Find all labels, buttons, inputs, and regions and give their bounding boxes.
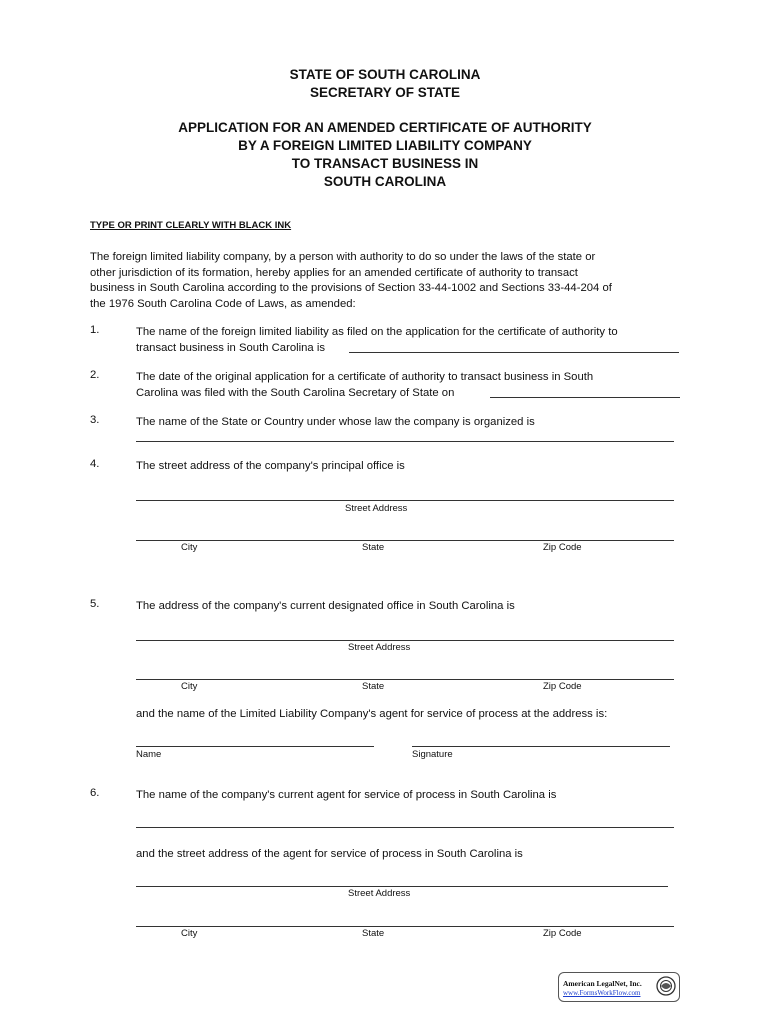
form-title-line-4: SOUTH CAROLINA	[323, 174, 447, 189]
jurisdiction-field[interactable]	[136, 441, 674, 442]
item-3-text: The name of the State or Country under whose law the company is organized is	[136, 416, 535, 428]
street-address-label: Street Address	[345, 503, 408, 514]
intro-line: other jurisdiction of its formation, hereby applies for an amended certificate of authority to transact	[90, 266, 578, 279]
state-label: State	[362, 928, 385, 939]
agent-street-field[interactable]	[136, 886, 668, 887]
street-address-label: Street Address	[348, 642, 411, 653]
llc-name-field[interactable]	[349, 352, 679, 353]
publisher-logo	[558, 972, 680, 1002]
agent-city-state-zip-field[interactable]	[136, 926, 674, 927]
seal-icon	[656, 976, 676, 996]
office-heading: SECRETARY OF STATE	[309, 85, 460, 100]
intro-line: business in South Carolina according to the provisions of Section 33-44-1002 and Sections 33-44-204 of	[90, 282, 612, 294]
item-4-number: 4.	[90, 458, 100, 470]
item-6-text: The name of the company's current agent for service of process in South Carolina is	[136, 789, 557, 801]
state-heading: STATE OF SOUTH CAROLINA	[289, 67, 481, 82]
designated-office-city-state-zip-field[interactable]	[136, 679, 674, 680]
agent-signature-field[interactable]	[412, 746, 670, 747]
city-label: City	[181, 681, 198, 692]
zip-code-label: Zip Code	[543, 542, 582, 553]
item-4-text: The street address of the company's principal office is	[136, 460, 405, 472]
item-1-text-2: transact business in South Carolina is	[136, 342, 326, 354]
item-3-number: 3.	[90, 414, 100, 426]
intro-paragraph	[90, 250, 680, 312]
city-label: City	[181, 542, 198, 553]
designated-office-street-field[interactable]	[136, 640, 674, 641]
item-5-number: 5.	[90, 598, 100, 610]
signature-label: Signature	[412, 749, 453, 760]
original-filing-date-field[interactable]	[490, 397, 680, 398]
principal-street-field[interactable]	[136, 500, 674, 501]
street-address-label: Street Address	[348, 888, 411, 899]
intro-line: The foreign limited liability company, by a person with authority to do so under the laws of the state or	[90, 251, 596, 263]
form-title-line-1: APPLICATION FOR AN AMENDED CERTIFICATE OF AUTHORITY	[178, 120, 592, 135]
state-label: State	[362, 681, 385, 692]
principal-city-state-zip-field[interactable]	[136, 540, 674, 541]
zip-code-label: Zip Code	[543, 681, 582, 692]
item-6-agent-address-text: and the street address of the agent for service of process in South Carolina is	[136, 848, 523, 860]
form-title-line-2: BY A FOREIGN LIMITED LIABILITY COMPANY	[238, 138, 532, 153]
item-1-text: The name of the foreign limited liability as filed on the application for the certificate of authority to	[136, 326, 618, 338]
state-label: State	[362, 542, 385, 553]
agent-name-field[interactable]	[136, 746, 374, 747]
publisher-name: American LegalNet, Inc.	[563, 979, 642, 988]
name-label: Name	[136, 749, 162, 760]
publisher-url-link[interactable]: www.FormsWorkFlow.com	[563, 989, 641, 997]
intro-line: the 1976 South Carolina Code of Laws, as amended:	[90, 297, 356, 310]
item-5-text: The address of the company's current designated office in South Carolina is	[136, 600, 515, 612]
form-title-line-3: TO TRANSACT BUSINESS IN	[291, 156, 479, 171]
item-6-number: 6.	[90, 787, 100, 799]
item-2-text: The date of the original application for a certificate of authority to transact business in South	[136, 371, 594, 383]
item-1-number: 1.	[90, 324, 100, 336]
zip-code-label: Zip Code	[543, 928, 582, 939]
city-label: City	[181, 928, 198, 939]
ink-instruction: TYPE OR PRINT CLEARLY WITH BLACK INK	[90, 220, 292, 231]
item-5-agent-text: and the name of the Limited Liability Company's agent for service of process at the address is:	[136, 708, 608, 720]
current-agent-name-field[interactable]	[136, 827, 674, 828]
item-2-number: 2.	[90, 369, 100, 381]
item-2-text-2: Carolina was filed with the South Carolina Secretary of State on	[136, 387, 455, 399]
